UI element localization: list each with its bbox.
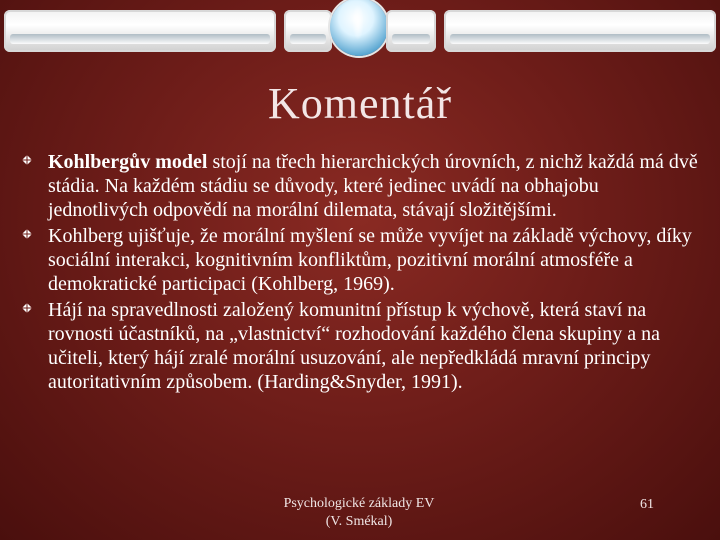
header-decoration-right	[444, 10, 716, 52]
diamond-bullet-icon	[18, 298, 36, 322]
bullet-1-lead: Kohlbergův model	[48, 151, 208, 173]
bullet-item-2	[48, 224, 698, 296]
header-decoration-left	[4, 10, 276, 52]
globe-orb-icon	[330, 0, 388, 56]
bullet-2-text: Kohlberg ujišťuje, že morální myšlení se může vyvíjet na základě výchovy, díky sociální interakci, kognitivním konfliktům, pozitivní morální atmosféře a demokratické participaci (Kohlberg, 1969).	[48, 225, 692, 295]
bullet-3-text: Hájí na spravedlnosti založený komunitní přístup k výchově, která staví na rovnosti účastníků, na „vlastnictví“ rozhodování každého člena skupiny a na učiteli, který hájí zralé morální usuzování, ale nepředkládá mravní principy autoritativním způsobem. (Harding&Snyder, 1991).	[48, 299, 661, 393]
bullet-item-1	[48, 150, 698, 222]
diamond-bullet-icon	[18, 150, 36, 174]
diamond-bullet-icon	[18, 224, 36, 248]
header-decoration-center-left	[284, 10, 332, 52]
slide-title: Komentář	[268, 79, 452, 128]
footer-line-1: Psychologické základy EV	[283, 496, 435, 511]
bullet-list	[48, 150, 698, 396]
page-number: 61	[640, 497, 654, 512]
bullet-1-text: stojí na třech hierarchických úrovních, z nichž každá má dvě stádia. Na každém stádiu se důvody, které jedinec uvádí na obhajobu jednotlivých odpovědí na morální dilemata, stávají složitějšími.	[48, 151, 698, 221]
bullet-item-3	[48, 298, 698, 394]
header-decoration-center-right	[386, 10, 436, 52]
footer-line-2: (V. Smékal)	[325, 514, 393, 529]
footer-credit	[258, 495, 460, 531]
